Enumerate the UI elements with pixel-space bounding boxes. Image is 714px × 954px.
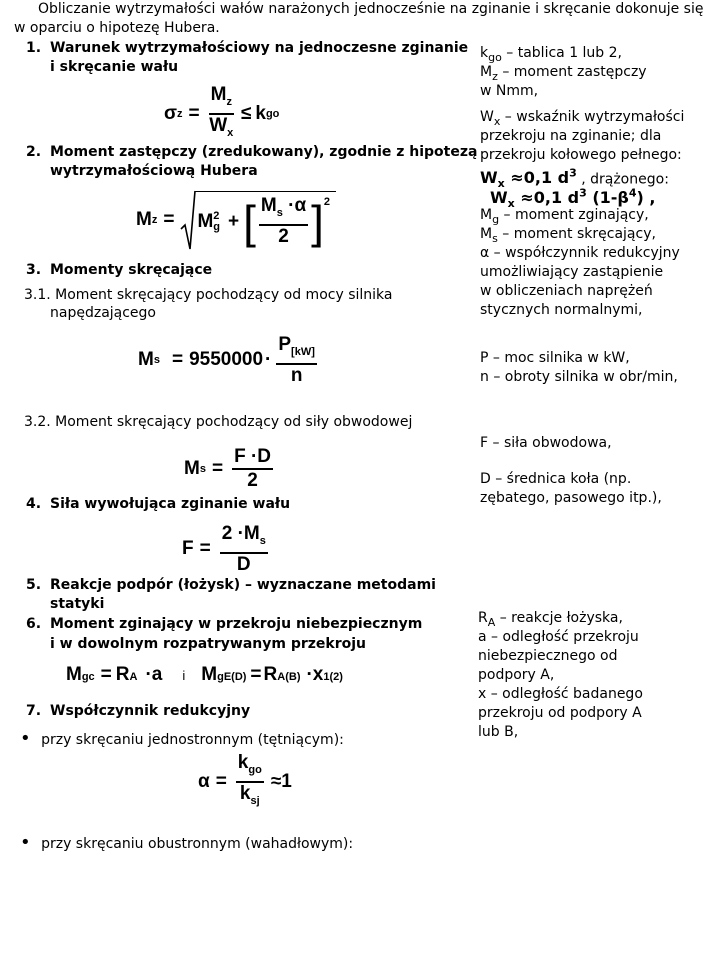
f2-ms: M bbox=[260, 195, 277, 217]
formula-6 bbox=[66, 664, 343, 686]
note-symbol-sub: x bbox=[497, 177, 505, 191]
section-title-line1: Współczynnik redukcyjny bbox=[50, 703, 251, 719]
f3-lhs: M bbox=[138, 349, 154, 371]
f4-den: 2 bbox=[247, 470, 258, 491]
f6-d: M bbox=[201, 664, 218, 685]
f1-rel: ≤ bbox=[240, 102, 252, 124]
equals-sign: = bbox=[211, 458, 224, 479]
note-formula-sup: 4 bbox=[628, 187, 637, 200]
formula-2 bbox=[136, 188, 336, 252]
right-bracket: ] bbox=[311, 195, 324, 248]
note-alpha: α – współczynnik redukcyjny bbox=[480, 245, 680, 261]
sqrt-radical-icon bbox=[180, 189, 196, 251]
note-symbol: M bbox=[480, 226, 493, 242]
section-3-heading bbox=[26, 262, 212, 278]
note-symbol-sub: A bbox=[487, 615, 496, 629]
f7-fraction bbox=[236, 752, 264, 812]
section-title-line1: Reakcje podpór (łożysk) – wyznaczane metodami bbox=[50, 577, 436, 593]
f2-alpha: α bbox=[294, 195, 307, 217]
f3-fraction bbox=[276, 334, 317, 387]
section-5-heading-line2: statyki bbox=[50, 596, 105, 612]
note-wx-line3: przekroju kołowego pełnego: bbox=[480, 147, 682, 163]
section-title-line1: Moment zginający w przekroju niebezpiecznym bbox=[50, 616, 423, 632]
section-number: 3. bbox=[26, 262, 42, 278]
note-a-line2: niebezpiecznego od bbox=[478, 648, 618, 664]
left-bracket: [ bbox=[243, 195, 256, 248]
equals-sign: = bbox=[188, 102, 200, 124]
note-symbol-sub: x bbox=[493, 114, 501, 128]
note-text: , drążonego: bbox=[576, 171, 669, 188]
f2-den: 2 bbox=[278, 225, 289, 247]
equals-sign: = bbox=[171, 349, 184, 371]
equals-sign: = bbox=[199, 538, 211, 560]
note-d: D – średnica koła (np. bbox=[480, 471, 632, 487]
f2-outer-sup: 2 bbox=[323, 195, 331, 208]
note-d-line2: zębatego, pasowego itp.), bbox=[480, 490, 662, 506]
bullet-text: przy skręcaniu jednostronnym (tętniącym): bbox=[41, 732, 344, 748]
note-symbol-sub: z bbox=[492, 69, 498, 83]
f6-b: R bbox=[115, 664, 130, 685]
f4-lhs: M bbox=[184, 458, 200, 479]
f3-num: P bbox=[278, 334, 292, 355]
f1-rhs-sub: go bbox=[265, 107, 280, 120]
equals-sign: = bbox=[215, 770, 227, 792]
note-symbol: M bbox=[480, 207, 493, 223]
section-1-heading-line2: i skręcanie wału bbox=[50, 59, 179, 75]
f1-num-sub: z bbox=[226, 95, 232, 108]
f4-lhs-sub: s bbox=[199, 463, 206, 475]
note-formula-sup: 3 bbox=[579, 187, 587, 200]
bullet-icon: • bbox=[20, 728, 31, 749]
section-5-heading bbox=[26, 577, 436, 593]
f6-d-sub: gE(D) bbox=[217, 671, 247, 683]
section-7-heading bbox=[26, 703, 250, 719]
section-2-heading bbox=[26, 144, 477, 160]
section-2-heading-line2: wytrzymałościową Hubera bbox=[50, 163, 258, 179]
note-formula: ≈0,1 d bbox=[514, 188, 580, 208]
note-a: a – odległość przekroju bbox=[478, 629, 639, 645]
f5-num: 2 ·M bbox=[221, 523, 260, 544]
note-text: – moment zastępczy bbox=[497, 64, 647, 80]
f7-rhs: ≈1 bbox=[270, 770, 292, 792]
f7-num-sub: go bbox=[248, 763, 262, 776]
f4-num: F ·D bbox=[232, 446, 273, 470]
note-symbol-sub: x bbox=[507, 197, 515, 211]
note-alpha-line2: umożliwiający zastąpienie bbox=[480, 264, 664, 280]
note-x-line2: przekroju od podpory A bbox=[478, 705, 642, 721]
f2-fraction: $\frac{M_s \cdot\alpha}{2}$ bbox=[260, 195, 307, 247]
bullet-text: przy skręcaniu obustronnym (wahadłowym): bbox=[41, 836, 354, 852]
f7-lhs: α bbox=[198, 770, 210, 792]
section-title-line1: Momenty skręcające bbox=[50, 262, 213, 278]
f6-a: M bbox=[66, 664, 82, 685]
note-alpha-line3: w obliczeniach naprężeń bbox=[480, 283, 653, 299]
f1-fraction bbox=[209, 84, 234, 144]
bullet-icon: • bbox=[20, 832, 31, 853]
formula-1 bbox=[164, 84, 279, 144]
note-mz-unit: w Nmm, bbox=[480, 83, 539, 99]
subsection-3-2-heading: 3.2. Moment skręcający pochodzący od siły obwodowej bbox=[24, 414, 413, 430]
f5-num-sub: s bbox=[259, 534, 266, 547]
f5-lhs: F bbox=[182, 538, 194, 560]
note-formula: ) , bbox=[636, 188, 656, 208]
section-number: 4. bbox=[26, 496, 42, 512]
note-symbol: k bbox=[480, 45, 489, 61]
note-symbol: M bbox=[480, 64, 493, 80]
f7-den-sub: sj bbox=[250, 794, 260, 807]
f1-den-sub: x bbox=[227, 126, 234, 139]
note-formula: (1-β bbox=[586, 188, 629, 208]
note-formula-sup: 3 bbox=[569, 167, 577, 180]
f1-num: M bbox=[210, 84, 227, 105]
f2-mg: M bbox=[197, 210, 214, 232]
bullet-item-2 bbox=[20, 832, 353, 853]
equals-sign: = bbox=[100, 664, 112, 685]
f2-lhs: M bbox=[136, 209, 152, 230]
section-4-heading bbox=[26, 496, 290, 512]
f3-den: n bbox=[290, 364, 303, 386]
f3-lhs-sub: s bbox=[153, 354, 160, 367]
note-text: – reakcje łożyska, bbox=[495, 610, 623, 626]
f6-c: ·a bbox=[145, 664, 163, 685]
note-symbol-sub: s bbox=[492, 231, 498, 245]
plus-sign: + bbox=[228, 210, 240, 232]
sqrt-body bbox=[195, 191, 336, 250]
formula-3 bbox=[138, 334, 320, 387]
note-text: – tablica 1 lub 2, bbox=[501, 45, 623, 61]
note-text: – wskaźnik wytrzymałości bbox=[500, 109, 685, 125]
note-symbol: W bbox=[480, 168, 498, 188]
note-n: n – obroty silnika w obr/min, bbox=[480, 369, 678, 385]
note-symbol: W bbox=[480, 109, 494, 125]
f5-den: D bbox=[236, 553, 251, 575]
subsection-3-1-heading-line2: napędzającego bbox=[50, 305, 156, 321]
section-number: 2. bbox=[26, 144, 42, 160]
f1-den: W bbox=[209, 114, 228, 136]
f1-lhs-sub: z bbox=[177, 107, 183, 120]
f1-lhs: σ bbox=[164, 102, 177, 124]
f7-num: k bbox=[237, 752, 249, 773]
section-1-heading bbox=[26, 40, 468, 56]
equals-sign: = bbox=[163, 209, 175, 230]
section-number: 1. bbox=[26, 40, 42, 56]
section-number: 7. bbox=[26, 703, 42, 719]
subsection-3-1-heading: 3.1. Moment skręcający pochodzący od mocy silnika bbox=[24, 287, 393, 303]
section-6-heading bbox=[26, 616, 422, 632]
f6-e: R bbox=[263, 664, 278, 685]
note-symbol-sub: go bbox=[488, 50, 502, 64]
formula-4 bbox=[184, 446, 276, 492]
f2-mg-sub: g bbox=[213, 220, 220, 233]
f2-mg-sup: 2 bbox=[213, 209, 220, 222]
bullet-item-1 bbox=[20, 728, 344, 749]
section-title-line1: Warunek wytrzymałościowy na jednoczesne zginanie bbox=[50, 40, 469, 56]
f4-fraction bbox=[232, 446, 273, 492]
note-f: F – siła obwodowa, bbox=[480, 435, 612, 451]
f6-b-sub: A bbox=[129, 671, 138, 683]
section-title-line1: Moment zastępczy (zredukowany), zgodnie z hipotezą bbox=[50, 144, 478, 160]
note-wx-line2: przekroju na zginanie; dla bbox=[480, 128, 662, 144]
f1-rhs: k bbox=[255, 102, 266, 124]
f3-num-sub: [kW] bbox=[291, 345, 315, 358]
dot-operator: · bbox=[265, 349, 272, 371]
note-alpha-line4: stycznych normalnymi, bbox=[480, 302, 643, 318]
note-symbol: W bbox=[490, 188, 508, 208]
intro-paragraph: Obliczanie wytrzymałości wałów narażonych jednocześnie na zginanie i skręcanie dokonuje się w oparciu o hipotezę Hubera. bbox=[14, 1, 704, 36]
f7-den: k bbox=[239, 782, 251, 804]
f2-lhs-sub: z bbox=[151, 214, 158, 226]
note-p: P – moc silnika w kW, bbox=[480, 350, 630, 366]
note-x: x – odległość badanego bbox=[478, 686, 643, 702]
note-formula: ≈0,1 d bbox=[504, 168, 570, 188]
equals-sign: = bbox=[250, 664, 262, 685]
f3-const: 9550000 bbox=[189, 349, 264, 371]
formula-5 bbox=[182, 523, 271, 576]
note-symbol: R bbox=[478, 610, 488, 626]
f2-ms-sub: s bbox=[276, 206, 283, 219]
note-text: – moment skręcający, bbox=[497, 226, 656, 242]
section-number: 5. bbox=[26, 577, 42, 593]
note-a-line3: podpory A, bbox=[478, 667, 555, 683]
section-title-line1: Siła wywołująca zginanie wału bbox=[50, 496, 291, 512]
f6-e-sub: A(B) bbox=[277, 671, 301, 683]
f6-sep: i bbox=[182, 668, 186, 683]
note-symbol-sub: g bbox=[492, 212, 500, 226]
section-6-heading-line2: i w dowolnym rozpatrywanym przekroju bbox=[50, 636, 366, 652]
formula-7 bbox=[198, 752, 292, 812]
f6-a-sub: gc bbox=[81, 671, 95, 683]
f6-f: ·x bbox=[306, 664, 324, 685]
f5-fraction bbox=[220, 523, 268, 576]
f6-f-sub: 1(2) bbox=[323, 671, 343, 683]
note-text: – moment zginający, bbox=[499, 207, 649, 223]
section-number: 6. bbox=[26, 616, 42, 632]
note-x-line3: lub B, bbox=[478, 724, 519, 740]
